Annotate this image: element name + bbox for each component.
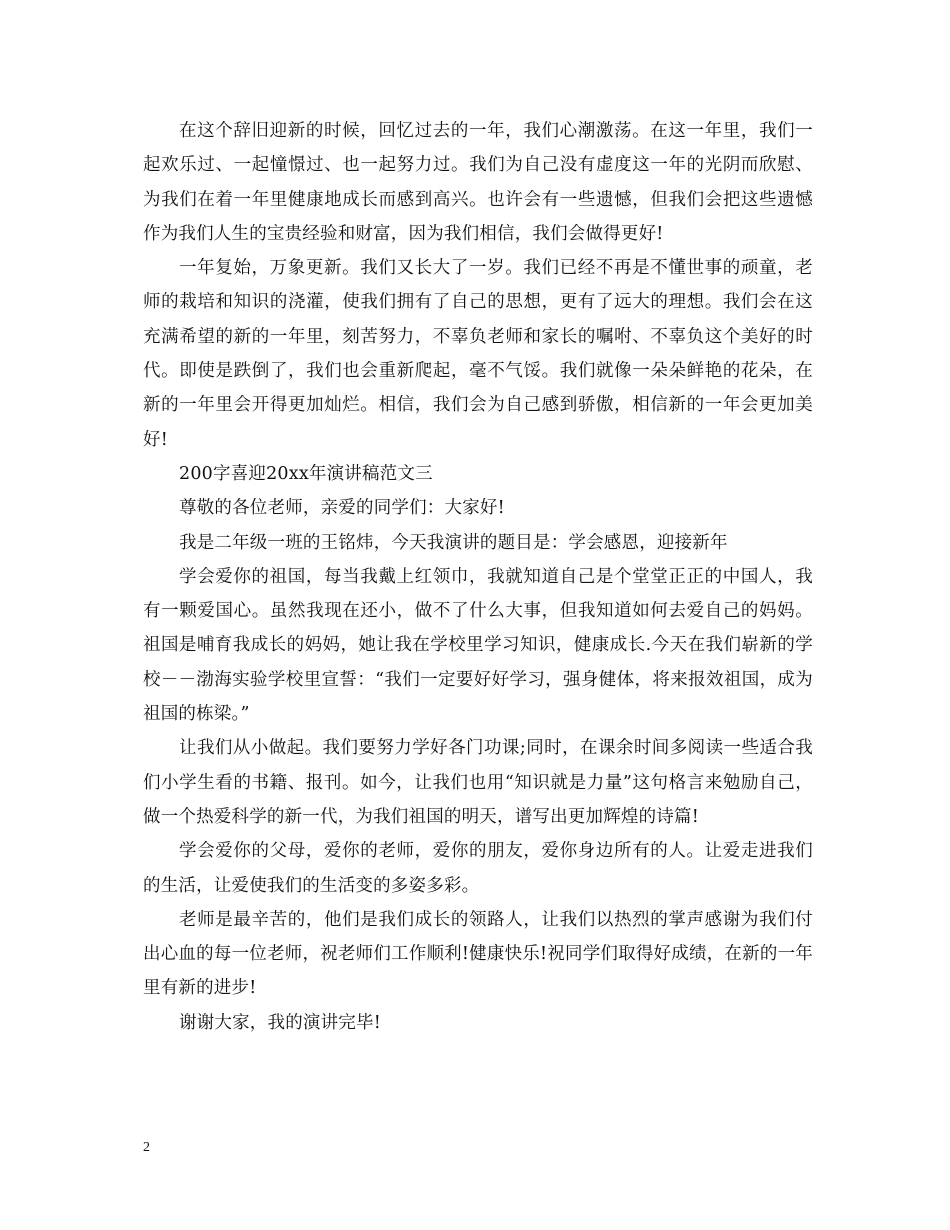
document-body	[143, 114, 813, 1040]
paragraph-love-country: 学会爱你的祖国，每当我戴上红领巾，我就知道自己是个堂堂正正的中国人，我有一颗爱国心。虽然我现在还小，做不了什么大事，但我知道如何去爱自己的妈妈。祖国是哺育我成长的妈妈，她让我在学校里学习知识，健康成长.今天在我们崭新的学校－－渤海实验学校里宣誓：“我们一定要好好学习，强身健体，将来报效祖国，成为祖国的栋梁。”	[143, 566, 813, 725]
page-number: 2	[143, 1140, 150, 1155]
paragraph-new-year-hopes: 一年复始，万象更新。我们又长大了一岁。我们已经不再是不懂世事的顽童，老师的栽培和知识的浇灌，使我们拥有了自己的思想，更有了远大的理想。我们会在这充满希望的新的一年里，刻苦努力，不辜负老师和家长的嘱咐、不辜负这个美好的时代。即使是跌倒了，我们也会重新爬起，毫不气馁。我们就像一朵朵鲜艳的花朵，在新的一年里会开得更加灿烂。相信，我们会为自己感到骄傲，相信新的一年会更加美好!	[143, 258, 813, 450]
paragraph-love-others: 学会爱你的父母，爱你的老师，爱你的朋友，爱你身边所有的人。让爱走进我们的生活，让爱使我们的生活变的多姿多彩。	[143, 841, 813, 896]
paragraph-start-young: 让我们从小做起。我们要努力学好各门功课;同时，在课余时间多阅读一些适合我们小学生看的书籍、报刊。如今，让我们也用“知识就是力量”这句格言来勉励自己，做一个热爱科学的新一代，为我们祖国的明天，谱写出更加辉煌的诗篇!	[143, 738, 813, 827]
paragraph-thank-teachers: 老师是最辛苦的，他们是我们成长的领路人，让我们以热烈的掌声感谢为我们付出心血的每一位老师，祝老师们工作顺利!健康快乐!祝同学们取得好成绩，在新的一年里有新的进步!	[143, 909, 813, 999]
paragraph-new-year-reflection: 在这个辞旧迎新的时候，回忆过去的一年，我们心潮激荡。在这一年里，我们一起欢乐过、一起憧憬过、也一起努力过。我们为自己没有虚度这一年的光阴而欣慰、为我们在着一年里健康地成长而感到高兴。也许会有一些遗憾，但我们会把这些遗憾作为我们人生的宝贵经验和财富，因为我们相信，我们会做得更好!	[143, 121, 813, 244]
section-heading: 200字喜迎20xx年演讲稿范文三	[179, 463, 433, 484]
paragraph-speaker-intro: 我是二年级一班的王铭炜，今天我演讲的题目是：学会感恩，迎接新年	[179, 532, 728, 553]
paragraph-closing: 谢谢大家，我的演讲完毕!	[179, 1012, 381, 1033]
paragraph-greeting: 尊敬的各位老师，亲爱的同学们：大家好!	[179, 498, 505, 519]
